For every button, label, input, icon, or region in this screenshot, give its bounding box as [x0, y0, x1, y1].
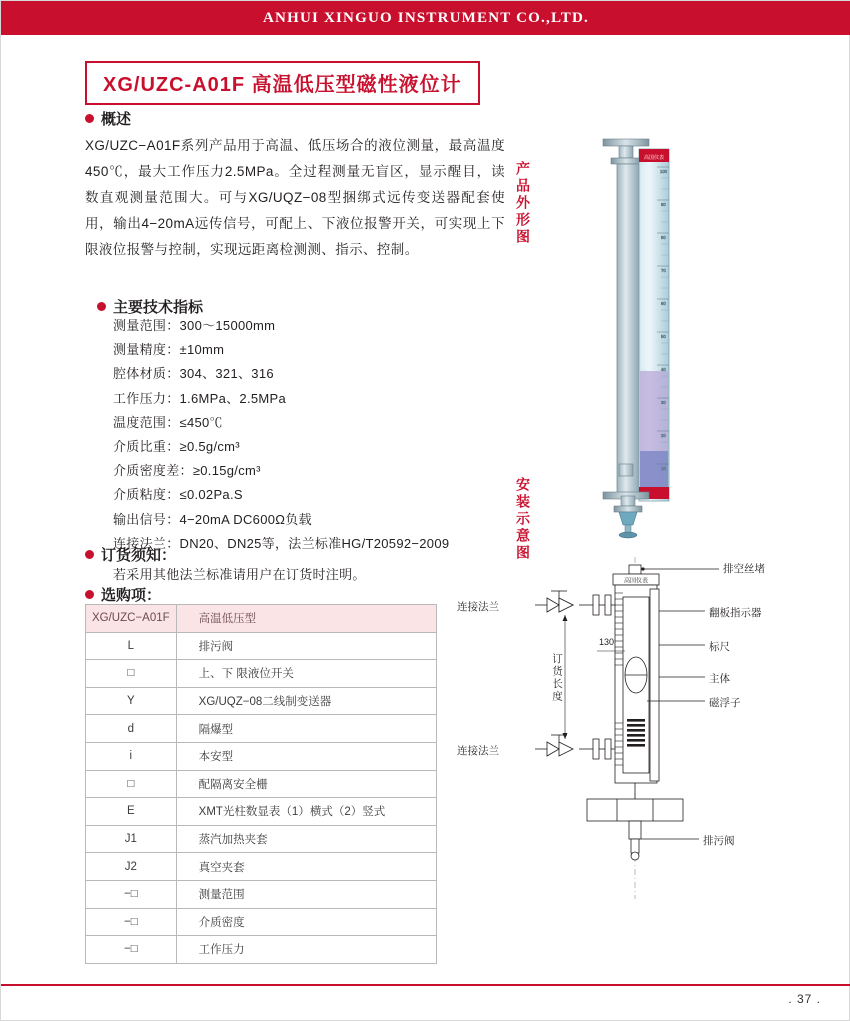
bullet-icon [85, 550, 94, 559]
spec-item: 介质粘度：≤0.02Pa.S [113, 487, 243, 503]
install-drawing [447, 553, 827, 903]
order-heading-label: 订货须知： [101, 547, 177, 564]
specs-list [113, 314, 513, 556]
callout-connect-flange-top: 连接法兰 [457, 601, 499, 613]
table-row [86, 605, 437, 633]
page-title: XG/UZC-A01F 高温低压型磁性液位计 [85, 61, 480, 105]
option-desc: 工作压力 [176, 936, 436, 964]
callout-flip-indicator: 翻板指示器 [709, 607, 762, 619]
option-desc: 蒸汽加热夹套 [176, 825, 436, 853]
option-code: −□ [86, 908, 177, 936]
callout-magnetic-float: 磁浮子 [709, 697, 741, 709]
table-row [86, 825, 437, 853]
option-desc: 高温低压型 [176, 605, 436, 633]
option-desc: 本安型 [176, 742, 436, 770]
svg-text:60: 60 [661, 301, 666, 306]
svg-text:90: 90 [661, 202, 666, 207]
footer-rule [1, 984, 850, 986]
spec-item: 介质密度差：≥0.15g/cm³ [113, 463, 261, 479]
svg-text:40: 40 [661, 367, 666, 372]
option-code: J2 [86, 853, 177, 881]
order-note-text: 若采用其他法兰标准请用户在订货时注明。 [113, 567, 366, 582]
option-code: XG/UZC−A01F [86, 605, 177, 633]
option-desc: 上、下 限液位开关 [176, 660, 436, 688]
option-code: Y [86, 687, 177, 715]
option-desc: 介质密度 [176, 908, 436, 936]
spec-item: 腔体材质：304、321、316 [113, 366, 274, 382]
option-heading-label: 选购项： [101, 587, 162, 604]
option-table [85, 604, 437, 964]
table-row [86, 687, 437, 715]
option-desc: XG/UQZ−08二线制变送器 [176, 687, 436, 715]
table-row [86, 660, 437, 688]
callout-connect-flange-bottom: 连接法兰 [457, 745, 499, 757]
option-code: d [86, 715, 177, 743]
option-code: □ [86, 770, 177, 798]
table-row [86, 798, 437, 826]
bullet-icon [97, 302, 106, 311]
option-heading [85, 584, 161, 605]
svg-text:50: 50 [661, 334, 666, 339]
company-banner: ANHUI XINGUO INSTRUMENT CO.,LTD. [1, 1, 850, 35]
callout-main-body: 主体 [709, 673, 730, 685]
overview-heading-label: 概述 [101, 111, 132, 128]
spec-item: 介质比重：≥0.5g/cm³ [113, 439, 240, 455]
option-desc: XMT光柱数显表（1）横式（2）竖式 [176, 798, 436, 826]
callout-scale-ruler: 标尺 [709, 641, 730, 653]
option-code: L [86, 632, 177, 660]
svg-text:高国仪表: 高国仪表 [623, 578, 649, 585]
callout-order-length: 订货长度 [551, 653, 563, 703]
table-row [86, 742, 437, 770]
option-code: E [86, 798, 177, 826]
spec-item: 测量范围：300～15000mm [113, 318, 276, 333]
table-row [86, 715, 437, 743]
table-row [86, 936, 437, 964]
specs-heading-label: 主要技术指标 [113, 299, 204, 316]
callout-drain-valve: 排污阀 [703, 835, 735, 847]
overview-text: XG/UZC−A01F系列产品用于高温、低压场合的液位测量，最高温度450℃，最大工作压力2.5MPa。全过程测量无盲区，显示醒目，读数直观测量范围大。可与XG/UQZ−08型捆绑式远传变送器配套使用，输出4−20mA远传信号，可配上、下液位报警开关，可实现上下限液位报警与控制，实现远距离检测测、指示、控制。 [85, 138, 505, 257]
order-heading [85, 544, 176, 565]
table-row [86, 853, 437, 881]
option-desc: 排污阀 [176, 632, 436, 660]
spec-item: 工作压力：1.6MPa、2.5MPa [113, 390, 287, 406]
svg-text:10: 10 [661, 466, 666, 471]
svg-text:80: 80 [661, 235, 666, 240]
svg-text:30: 30 [661, 400, 666, 405]
spec-item: 温度范围：≤450℃ [113, 414, 223, 430]
option-desc: 测量范围 [176, 880, 436, 908]
install-diagram-figure [447, 553, 827, 903]
spec-item: 连接法兰：DN20、DN25等，法兰标准HG/T20592−2009 [113, 535, 450, 551]
spec-item: 输出信号：4−20mA DC600Ω负载 [113, 511, 312, 527]
overview-heading [85, 108, 131, 129]
spec-item: 测量精度：±10mm [113, 342, 225, 358]
svg-text:20: 20 [661, 433, 666, 438]
option-code: J1 [86, 825, 177, 853]
table-row [86, 880, 437, 908]
table-row [86, 908, 437, 936]
product-outline-figure [581, 121, 771, 541]
option-desc: 隔爆型 [176, 715, 436, 743]
option-desc: 配隔离安全栅 [176, 770, 436, 798]
option-code: −□ [86, 936, 177, 964]
table-row [86, 770, 437, 798]
option-code: −□ [86, 880, 177, 908]
svg-text:高国仪表: 高国仪表 [643, 155, 665, 161]
option-code: □ [86, 660, 177, 688]
page-number: . 37 . [788, 992, 821, 1006]
table-row [86, 632, 437, 660]
label-install-diagram: 安装示意图 [515, 477, 531, 562]
bullet-icon [85, 114, 94, 123]
gauge-drawing [581, 121, 771, 541]
option-desc: 真空夹套 [176, 853, 436, 881]
callout-vent-plug: 排空丝堵 [723, 563, 765, 575]
callout-dim-130: 130 [599, 637, 615, 647]
label-product-outline: 产品外形图 [515, 161, 531, 246]
option-code: i [86, 742, 177, 770]
svg-text:70: 70 [661, 268, 666, 273]
bullet-icon [85, 590, 94, 599]
svg-text:100: 100 [660, 169, 667, 174]
